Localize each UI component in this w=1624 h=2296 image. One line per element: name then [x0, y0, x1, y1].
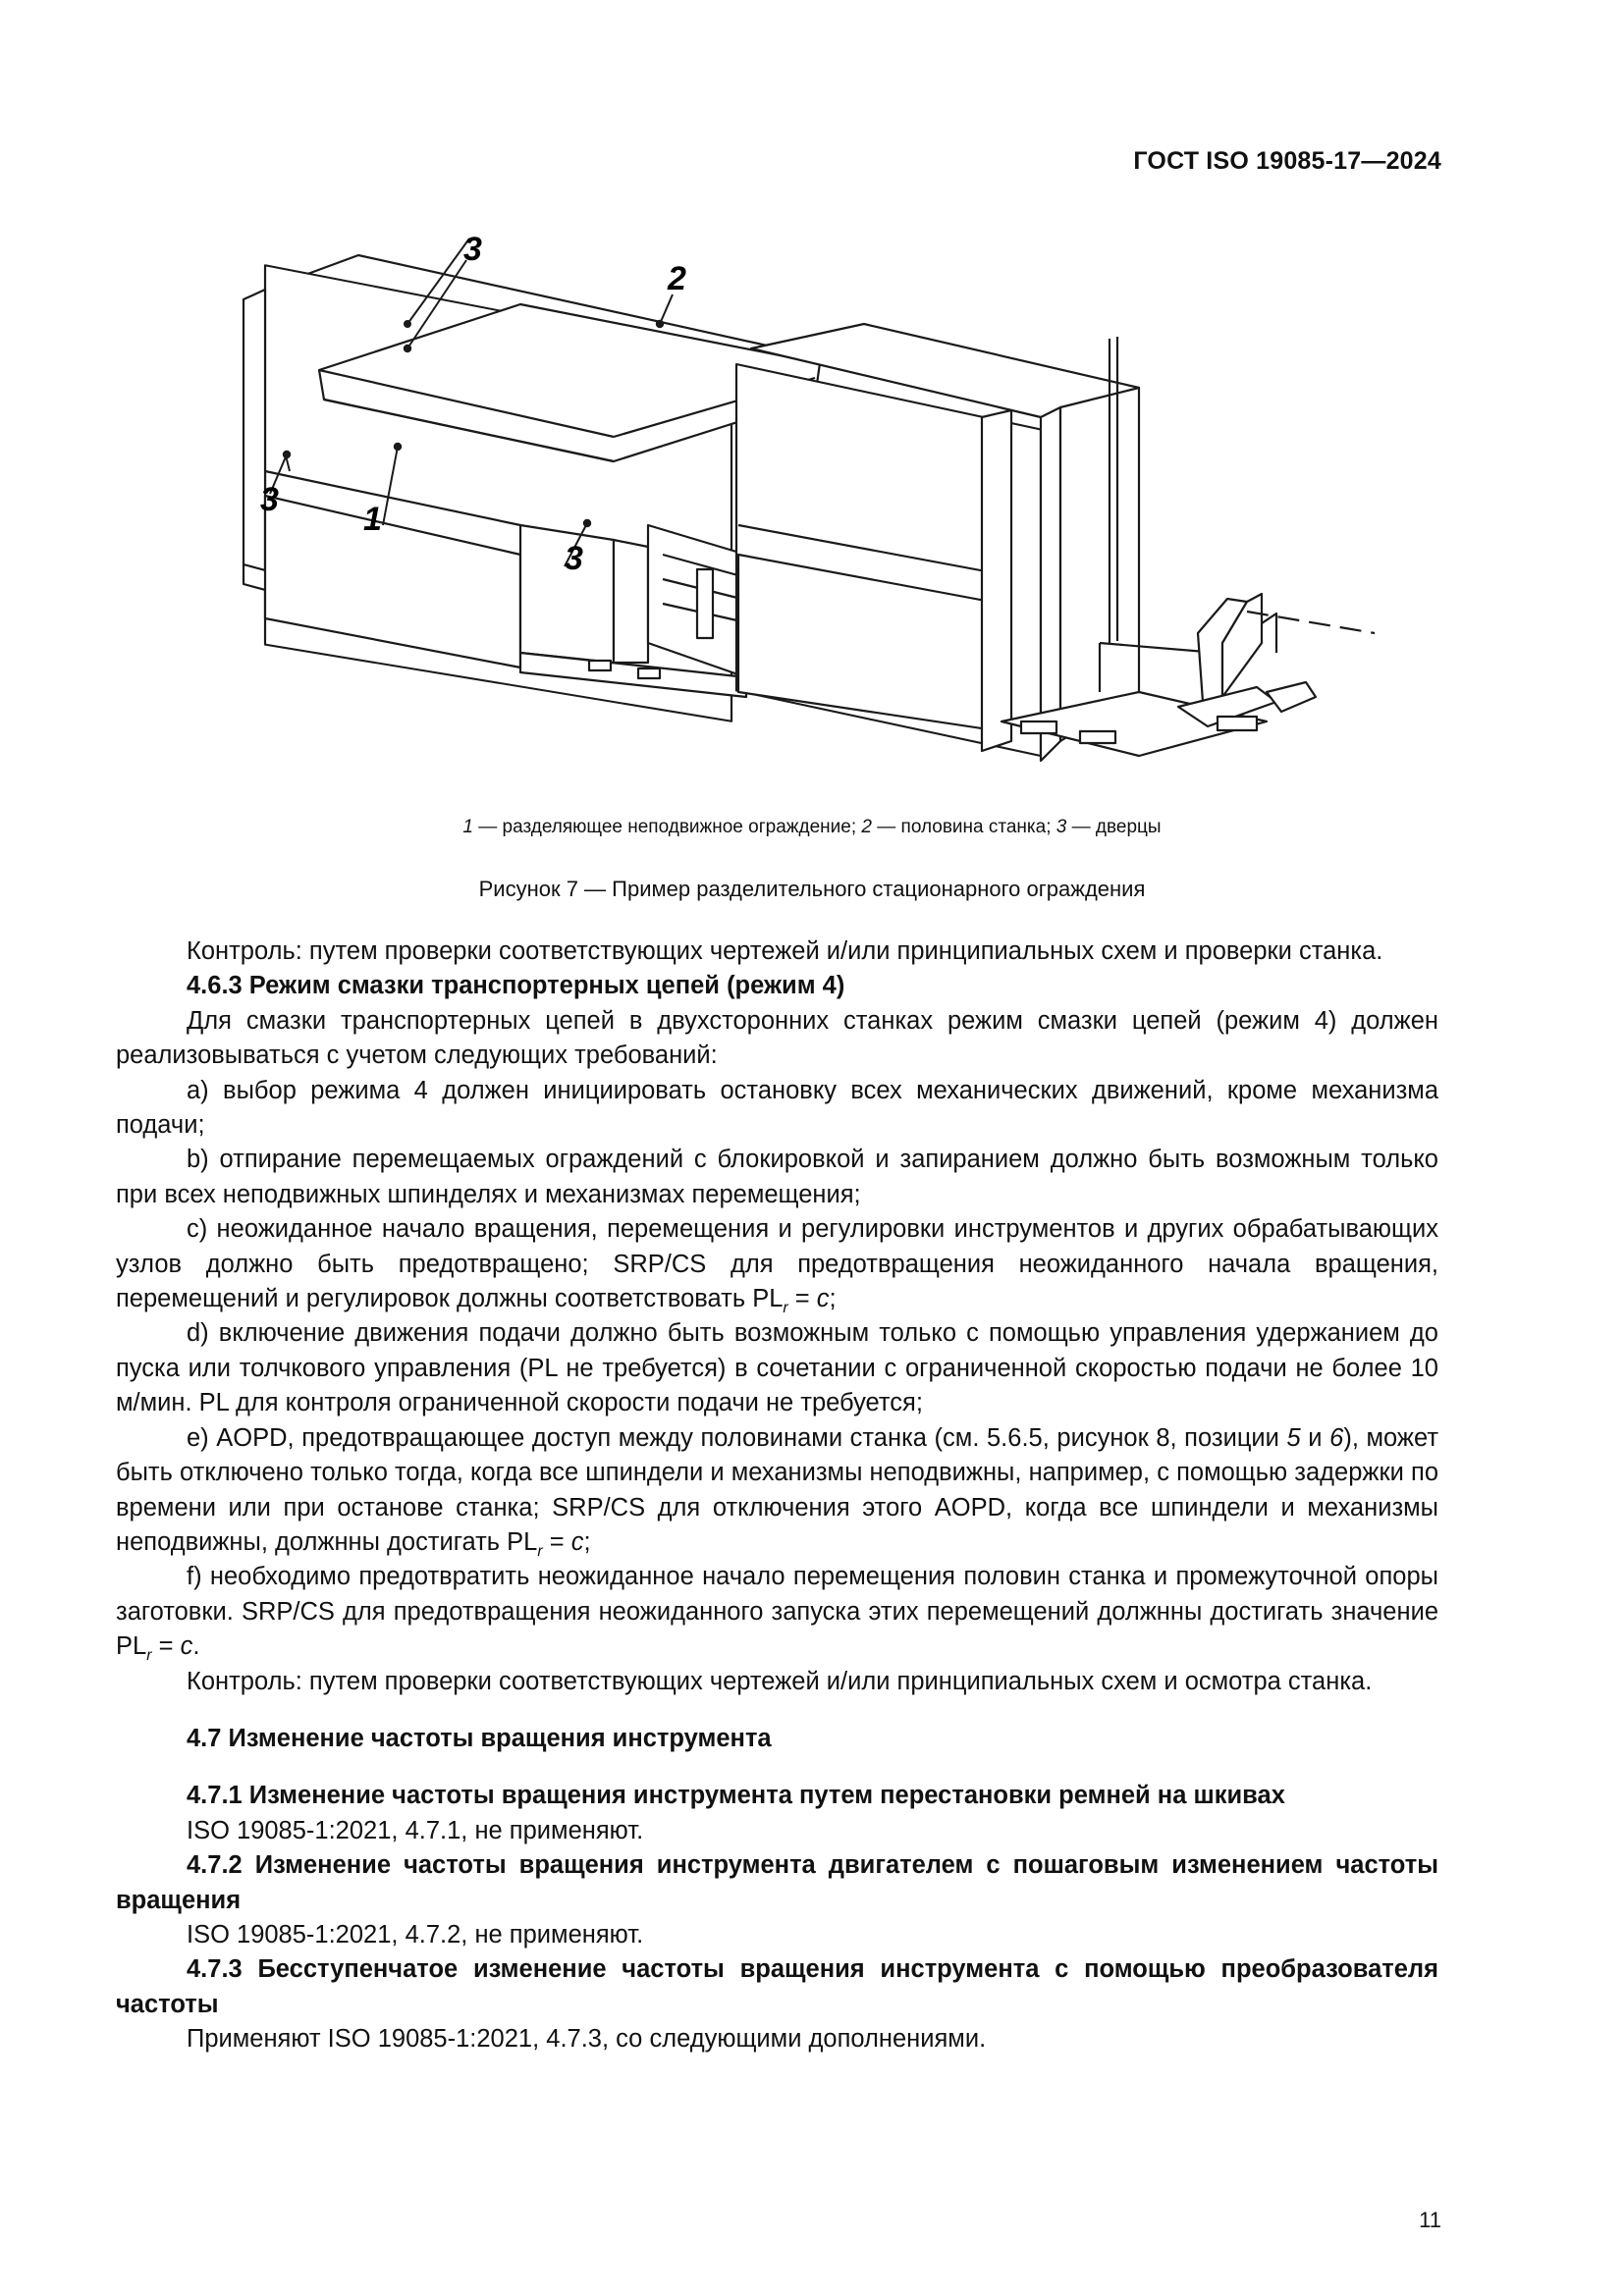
heading-4-7-2: 4.7.2 Изменение частоты вращения инструмента двигателем с пошаговым изменением частоты вращения [116, 1851, 1438, 1914]
figure-label-3-top: 3 [463, 231, 482, 268]
figure-label-3-bottom: 3 [565, 540, 583, 577]
heading-4-7-1: 4.7.1 Изменение частоты вращения инструмента путем перестановки ремней на шкивах [187, 1782, 1285, 1810]
center-line [1247, 612, 1375, 633]
page-number: 11 [1419, 2208, 1441, 2232]
paragraph-control-1: Контроль: путем проверки соответствующих чертежей и/или принципиальных схем и проверки станка. [187, 937, 1383, 965]
figure-legend: 1 — разделяющее неподвижное ограждение; 2 — половина станка; 3 — дверцы [462, 817, 1162, 837]
paragraph-4-7-3: Применяют ISO 19085-1:2021, 4.7.3, со следующими дополнениями. [187, 2025, 987, 2054]
figure-label-1: 1 [363, 501, 382, 538]
body-text [116, 934, 1438, 2057]
figure-label-2: 2 [668, 260, 686, 297]
paragraph-requirements-intro: Для смазки транспортерных цепей в двухсторонних станках режим смазки цепей (режим 4) должен реализовываться с учетом следующих требований: [116, 1006, 1438, 1070]
document-header: ГОСТ ISO 19085-17—2024 [1133, 147, 1441, 175]
paragraph-control-2: Контроль: путем проверки соответствующих чертежей и/или принципиальных схем и осмотра станка. [187, 1667, 1373, 1695]
machine-guard-drawing [236, 231, 1394, 780]
list-item-d: d) включение движения подачи должно быть возможным только с помощью управления удержанием до пуска или толчкового управления (PL не требуется) в сочетании с ограниченной скоростью подачи не более 10 м/мин. PL для контроля ограниченной скорости подачи не требуется; [116, 1319, 1438, 1417]
list-item-b: b) отпирание перемещаемых ограждений с блокировкой и запиранием должно быть возможным только при всех неподвижных шпинделях и механизмах перемещения; [116, 1146, 1438, 1208]
paragraph-4-7-2: ISO 19085-1:2021, 4.7.2, не применяют. [187, 1920, 644, 1949]
heading-4-7: 4.7 Изменение частоты вращения инструмента [187, 1724, 772, 1752]
heading-4-6-3: 4.6.3 Режим смазки транспортерных цепей (режим 4) [187, 972, 845, 1000]
machine-body [244, 255, 1316, 761]
list-item-c: c) неожиданное начало вращения, перемещения и регулировки инструментов и других обрабатывающих узлов должно быть предотвращено; SRP/CS для предотвращения неожиданного начала вращения, перемещений и регулировок должны соответствовать $PL_r = c$; [116, 1215, 1438, 1317]
list-item-f: f) необходимо предотвратить неожиданное начало перемещения половин станка и промежуточной опоры заготовки. SRP/CS для предотвращения неожиданного запуска этих перемещений должнны достигать значение $PL_r = c$. [116, 1563, 1438, 1665]
heading-4-7-3: 4.7.3 Бесступенчатое изменение частоты вращения инструмента с помощью преобразователя частоты [116, 1955, 1438, 2018]
list-item-e: е) AOPD, предотвращающее доступ между половинами станка (см. 5.6.5, рисунок 8, позиции 5 и 6), может быть отключено только тогда, когда все шпиндели и механизмы неподвижны, например, с помощью задержки по времени или при останове станка; SRP/CS для отключения этого AOPD, когда все шпиндели и механизмы неподвижны, должнны достигать $PL_r = c$; [116, 1423, 1438, 1560]
figure-caption: Рисунок 7 — Пример разделительного стационарного ограждения [478, 877, 1146, 901]
figure-label-3-left: 3 [260, 481, 279, 518]
paragraph-4-7-1: ISO 19085-1:2021, 4.7.1, не применяют. [187, 1816, 644, 1844]
list-item-a: а) выбор режима 4 должен инициировать остановку всех механических движений, кроме механизма подачи; [116, 1076, 1438, 1140]
